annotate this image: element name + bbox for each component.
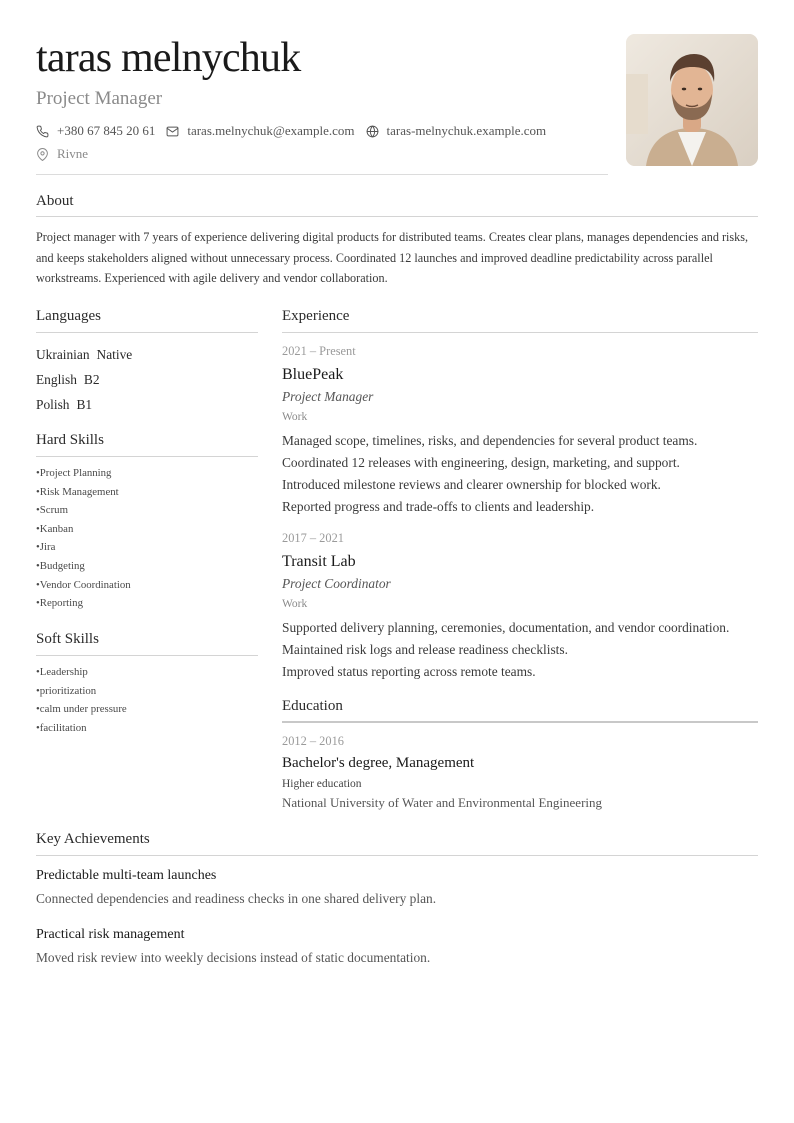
- experience-entry: [282, 343, 758, 518]
- job-bullet: Managed scope, timelines, risks, and dependencies for several product teams.: [282, 433, 698, 448]
- soft-skills-heading: Soft Skills: [36, 631, 99, 647]
- hard-skills-list: [36, 464, 258, 613]
- about-text: Project manager with 7 years of experience delivering digital products for distributed teams. Creates clear plans, manages dependencies and risks, and keeps stakeholders aligned without unnecessary process. Coordinated 12 launches and improved deadline predictability across parallel workstreams. Experienced with agile delivery and vendor collaboration.: [36, 230, 749, 285]
- hard-skills-heading: Hard Skills: [36, 432, 104, 448]
- education-entry: [282, 733, 758, 812]
- education-level: Higher education: [282, 778, 362, 790]
- education-degree: Bachelor's degree, Management: [282, 755, 475, 771]
- job-bullet: Coordinated 12 releases with engineering, design, marketing, and support.: [282, 455, 680, 470]
- education-school: National University of Water and Environmental Engineering: [282, 795, 603, 810]
- experience-entry: [282, 530, 758, 683]
- map-pin-icon: [36, 148, 49, 161]
- education-dates: 2012 – 2016: [282, 734, 344, 748]
- person-name: taras melnychuk: [36, 35, 301, 81]
- job-dates: 2021 – Present: [282, 344, 356, 358]
- job-bullet: Introduced milestone reviews and clearer ownership for blocked work.: [282, 477, 661, 492]
- skill-item: •Project Planning: [36, 467, 112, 479]
- soft-skills-divider: [36, 655, 258, 656]
- job-bullet: Supported delivery planning, ceremonies, documentation, and vendor coordination.: [282, 620, 730, 635]
- achievement-title: Practical risk management: [36, 927, 185, 942]
- contact-website[interactable]: [366, 122, 547, 140]
- header-divider: [36, 174, 608, 175]
- job-dates: 2017 – 2021: [282, 531, 344, 545]
- location-text: Rivne: [57, 146, 89, 161]
- achievements-heading: Key Achievements: [36, 831, 150, 847]
- job-bullet: Improved status reporting across remote teams.: [282, 664, 536, 679]
- contact-location: [36, 145, 608, 163]
- about-heading: About: [36, 193, 74, 209]
- languages-heading: Languages: [36, 308, 101, 324]
- email-text: taras.melnychuk@example.com: [187, 123, 355, 138]
- phone-icon: [36, 125, 49, 138]
- company-name: BluePeak: [282, 366, 344, 383]
- education-heading: Education: [282, 698, 343, 714]
- job-title: Project Manager: [36, 88, 163, 109]
- job-kind: Work: [282, 598, 308, 610]
- skill-item: •Risk Management: [36, 485, 119, 498]
- job-kind: Work: [282, 411, 308, 423]
- achievement-item: [36, 866, 758, 909]
- languages-divider: [36, 332, 258, 333]
- profile-photo: [626, 34, 758, 166]
- skill-item: •calm under pressure: [36, 703, 127, 716]
- skill-item: •prioritization: [36, 684, 97, 697]
- skill-item: •Vendor Coordination: [36, 578, 131, 591]
- job-role: Project Coordinator: [282, 576, 391, 591]
- achievements-divider: [36, 855, 758, 856]
- resume-header: [36, 30, 608, 163]
- job-bullets: [282, 617, 758, 683]
- achievement-item: [36, 925, 758, 968]
- about-divider: [36, 216, 758, 217]
- language-item: Ukrainian Native: [36, 347, 133, 362]
- mail-icon: [166, 125, 179, 138]
- job-bullets: [282, 430, 758, 518]
- hard-skills-divider: [36, 456, 258, 457]
- job-bullet: Maintained risk logs and release readiness checklists.: [282, 642, 568, 657]
- phone-text: +380 67 845 20 61: [57, 123, 156, 138]
- globe-icon: [366, 125, 379, 138]
- website-text: taras-melnychuk.example.com: [386, 123, 547, 138]
- education-divider: [282, 721, 758, 723]
- language-item: Polish B1: [36, 397, 93, 412]
- experience-divider: [282, 332, 758, 333]
- achievement-desc: Connected dependencies and readiness checks in one shared delivery plan.: [36, 891, 437, 906]
- contact-row: [36, 122, 608, 140]
- skill-item: •Scrum: [36, 504, 68, 517]
- skill-item: •Reporting: [36, 597, 83, 610]
- job-role: Project Manager: [282, 389, 374, 404]
- experience-heading: Experience: [282, 308, 350, 324]
- skill-item: •Leadership: [36, 666, 88, 678]
- skill-item: •Jira: [36, 541, 56, 554]
- job-bullet: Reported progress and trade-offs to clients and leadership.: [282, 499, 595, 514]
- skill-item: •Kanban: [36, 522, 74, 535]
- language-item: English B2: [36, 372, 100, 387]
- contact-email[interactable]: [166, 122, 354, 140]
- achievement-title: Predictable multi-team launches: [36, 868, 217, 883]
- skill-item: •facilitation: [36, 721, 87, 734]
- languages-list: [36, 342, 258, 417]
- contact-phone[interactable]: [36, 122, 155, 140]
- soft-skills-list: [36, 663, 258, 737]
- company-name: Transit Lab: [282, 553, 356, 570]
- achievement-desc: Moved risk review into weekly decisions instead of static documentation.: [36, 950, 431, 965]
- skill-item: •Budgeting: [36, 559, 85, 572]
